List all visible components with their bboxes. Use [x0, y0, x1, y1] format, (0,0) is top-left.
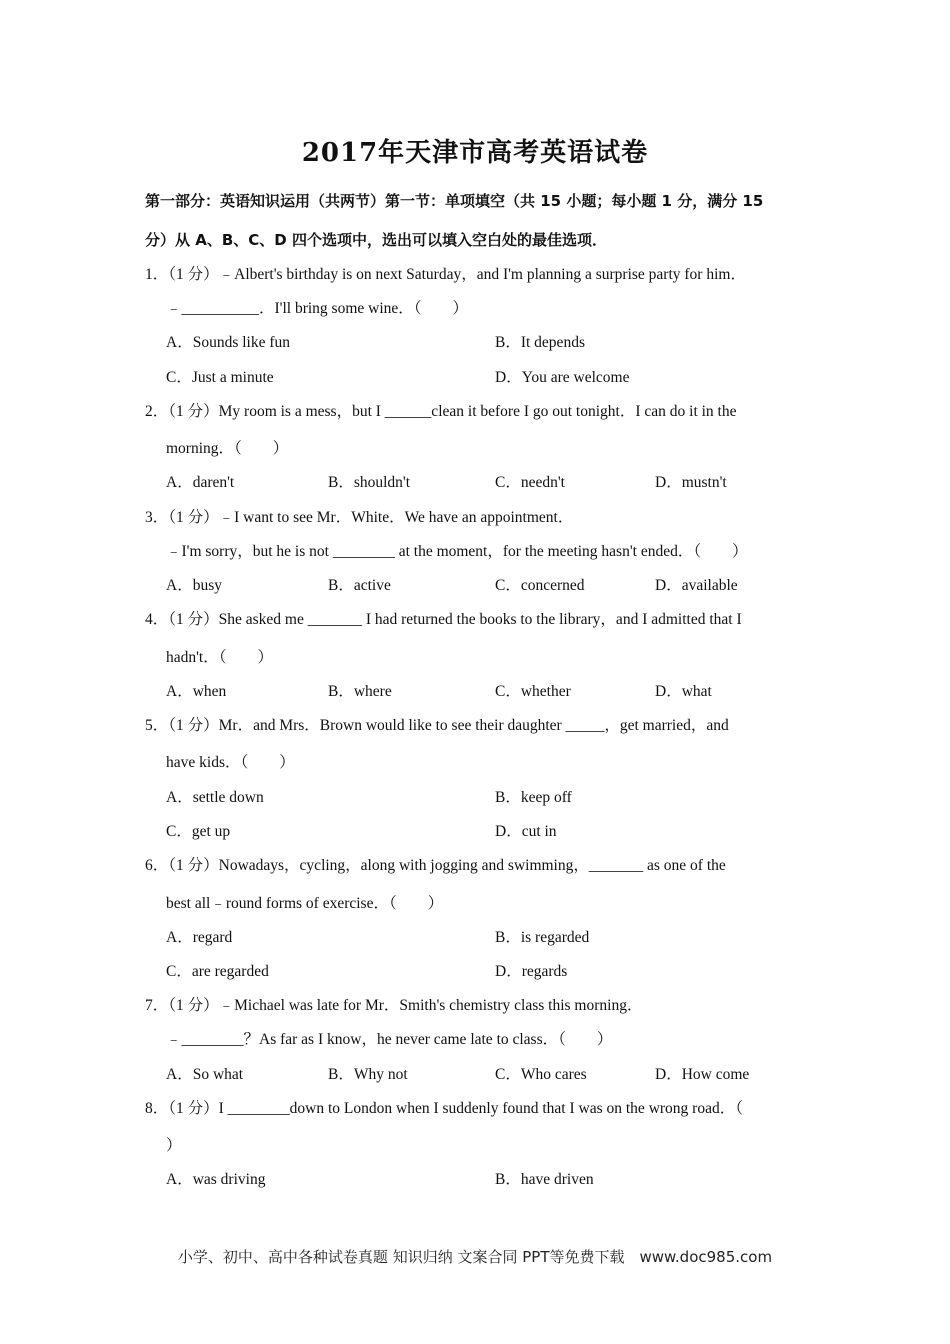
- question-4-stem-cont: hadn't．（ ）: [166, 649, 273, 666]
- question-3-stem-cont: ﹣I'm sorry，but he is not ________ at the moment，for the meeting hasn't ended．（ ）: [166, 543, 748, 560]
- question-2-option-c: C．needn't: [495, 474, 565, 491]
- question-1-stem-cont: ﹣__________．I'll bring some wine．（ ）: [166, 300, 469, 317]
- question-2-option-a: A．daren't: [166, 474, 235, 491]
- section-header-line-2: 分）从 A、B、C、D 四个选项中，选出可以填入空白处的最佳选项．: [145, 231, 607, 249]
- question-5-option-d: D．cut in: [495, 823, 557, 840]
- question-3-option-c: C．concerned: [495, 577, 585, 594]
- question-7-option-c: C．Who cares: [495, 1066, 587, 1083]
- question-8-stem-cont: ）: [166, 1137, 182, 1154]
- question-3-stem: 3．（1 分）﹣I want to see Mr．White．We have an appointment．: [145, 509, 574, 526]
- question-3-option-b: B．active: [328, 577, 391, 594]
- question-5-stem: 5．（1 分）Mr．and Mrs．Brown would like to see their daughter _____，get married，and: [145, 717, 729, 734]
- question-4-option-d: D．what: [655, 683, 712, 700]
- question-7-stem-cont: ﹣________？As far as I know，he never came late to class．（ ）: [166, 1031, 613, 1048]
- question-3-option-d: D．available: [655, 577, 738, 594]
- question-2-option-d: D．mustn't: [655, 474, 727, 491]
- question-4-option-a: A．when: [166, 683, 227, 700]
- question-4-option-c: C．whether: [495, 683, 571, 700]
- question-7-option-a: A．So what: [166, 1066, 244, 1083]
- question-6-stem-cont: best all﹣round forms of exercise．（ ）: [166, 895, 444, 912]
- question-2-stem: 2．（1 分）My room is a mess，but I ______clean it before I go out tonight．I can do it in the: [145, 403, 737, 420]
- question-5-option-c: C．get up: [166, 823, 231, 840]
- question-4-stem: 4．（1 分）She asked me _______ I had returned the books to the library，and I admitted that I: [145, 611, 742, 628]
- question-8-option-b: B．have driven: [495, 1171, 594, 1188]
- page-footer: 小学、初中、高中各种试卷真题 知识归纳 文案合同 PPT等免费下载 www.doc985.com: [177, 1248, 773, 1266]
- question-5-option-a: A．settle down: [166, 789, 264, 806]
- question-6-stem: 6．（1 分）Nowadays，cycling，along with jogging and swimming，_______ as one of the: [145, 857, 726, 874]
- question-3-option-a: A．busy: [166, 577, 222, 594]
- question-6-option-b: B．is regarded: [495, 929, 590, 946]
- question-6-option-c: C．are regarded: [166, 963, 269, 980]
- question-5-option-b: B．keep off: [495, 789, 572, 806]
- question-5-stem-cont: have kids．（ ）: [166, 754, 295, 771]
- section-header-line-1: 第一部分：英语知识运用（共两节）第一节：单项填空（共 15 小题；每小题 1 分，满分 15: [145, 192, 764, 210]
- question-6-option-a: A．regard: [166, 929, 233, 946]
- question-6-option-d: D．regards: [495, 963, 568, 980]
- question-7-option-b: B．Why not: [328, 1066, 408, 1083]
- page-title: 2017年天津市高考英语试卷: [301, 138, 649, 168]
- question-1-option-c: C．Just a minute: [166, 369, 274, 386]
- question-2-stem-cont: morning．（ ）: [166, 440, 289, 457]
- question-7-stem: 7．（1 分）﹣Michael was late for Mr．Smith's chemistry class this morning．: [145, 997, 643, 1014]
- question-1-option-a: A．Sounds like fun: [166, 334, 291, 351]
- question-1-stem: 1．（1 分）﹣Albert's birthday is on next Saturday，and I'm planning a surprise party for him．: [145, 266, 746, 283]
- question-4-option-b: B．where: [328, 683, 392, 700]
- question-2-option-b: B．shouldn't: [328, 474, 411, 491]
- question-8-option-a: A．was driving: [166, 1171, 266, 1188]
- question-7-option-d: D．How come: [655, 1066, 750, 1083]
- question-1-option-b: B．It depends: [495, 334, 585, 351]
- question-1-option-d: D．You are welcome: [495, 369, 630, 386]
- question-8-stem: 8．（1 分）I ________down to London when I suddenly found that I was on the wrong road．（: [145, 1100, 743, 1117]
